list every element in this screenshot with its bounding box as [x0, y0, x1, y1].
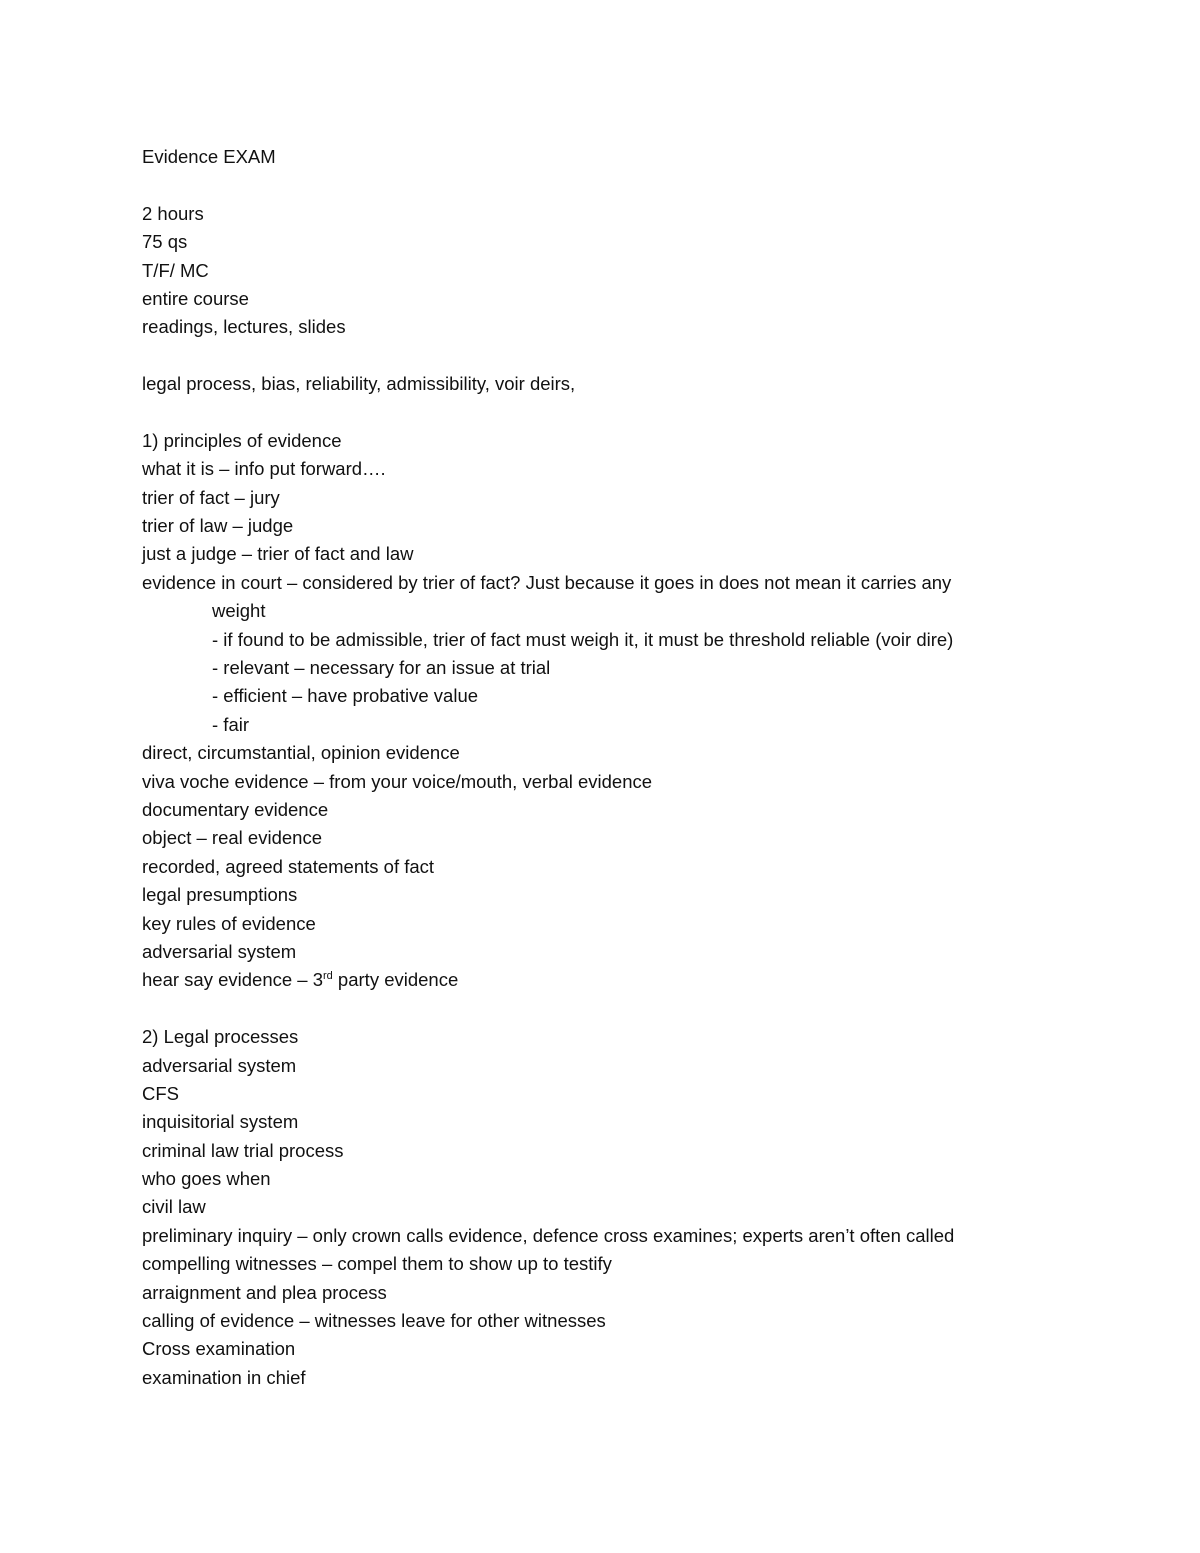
note-line: arraignment and plea process — [142, 1281, 387, 1303]
exam-info-line: 2 hours — [142, 202, 204, 224]
note-line: trier of law – judge — [142, 515, 294, 537]
note-line: calling of evidence – witnesses leave for other witnesses — [142, 1310, 606, 1332]
note-line: who goes when — [142, 1168, 271, 1190]
note-line: object – real evidence — [142, 827, 322, 849]
section1-heading: 1) principles of evidence — [142, 429, 342, 451]
note-line: legal presumptions — [142, 884, 298, 906]
note-line: inquisitorial system — [142, 1111, 299, 1133]
blank-line — [142, 995, 1102, 1023]
indented-note-line: weight — [212, 600, 266, 622]
indented-note-line: - relevant – necessary for an issue at trial — [212, 657, 551, 679]
note-line: just a judge – trier of fact and law — [142, 543, 414, 565]
note-line: what it is – info put forward…. — [142, 458, 386, 480]
document-body — [142, 143, 1102, 1392]
note-line: key rules of evidence — [142, 912, 316, 934]
exam-info-line: entire course — [142, 287, 249, 309]
exam-info-line: 75 qs — [142, 231, 188, 253]
blank-line — [142, 171, 1102, 199]
note-line: trier of fact – jury — [142, 486, 280, 508]
note-line: examination in chief — [142, 1366, 306, 1388]
note-line: direct, circumstantial, opinion evidence — [142, 742, 460, 764]
document-title: Evidence EXAM — [142, 146, 276, 167]
hearsay-line — [142, 966, 1102, 994]
hearsay-suffix: party evidence — [332, 969, 459, 991]
hearsay-superscript: rd — [323, 970, 333, 983]
note-line: CFS — [142, 1082, 179, 1104]
indented-note-line: - efficient – have probative value — [212, 685, 479, 707]
note-line: Cross examination — [142, 1338, 296, 1360]
note-line: preliminary inquiry – only crown calls evidence, defence cross examines; experts aren’t often called — [142, 1224, 955, 1246]
note-line: recorded, agreed statements of fact — [142, 855, 435, 877]
note-line: viva voche evidence – from your voice/mouth, verbal evidence — [142, 770, 653, 792]
indented-note-line: - fair — [212, 713, 249, 735]
blank-line — [142, 342, 1102, 370]
note-line: documentary evidence — [142, 798, 329, 820]
note-line: criminal law trial process — [142, 1139, 344, 1161]
section2-heading: 2) Legal processes — [142, 1026, 299, 1048]
note-line: evidence in court – considered by trier of fact? Just because it goes in does not mean it carries any — [142, 571, 952, 593]
indented-note-line: - if found to be admissible, trier of fact must weigh it, it must be threshold reliable (voir dire) — [212, 628, 954, 650]
note-line: compelling witnesses – compel them to show up to testify — [142, 1253, 612, 1275]
note-line: civil law — [142, 1196, 206, 1218]
note-line: adversarial system — [142, 940, 297, 962]
topics-line: legal process, bias, reliability, admissibility, voir deirs, — [142, 373, 576, 395]
note-line: adversarial system — [142, 1054, 297, 1076]
hearsay-prefix: hear say evidence – 3 — [142, 969, 324, 991]
exam-info-line: T/F/ MC — [142, 259, 209, 281]
exam-info-line: readings, lectures, slides — [142, 316, 346, 338]
blank-line — [142, 399, 1102, 427]
